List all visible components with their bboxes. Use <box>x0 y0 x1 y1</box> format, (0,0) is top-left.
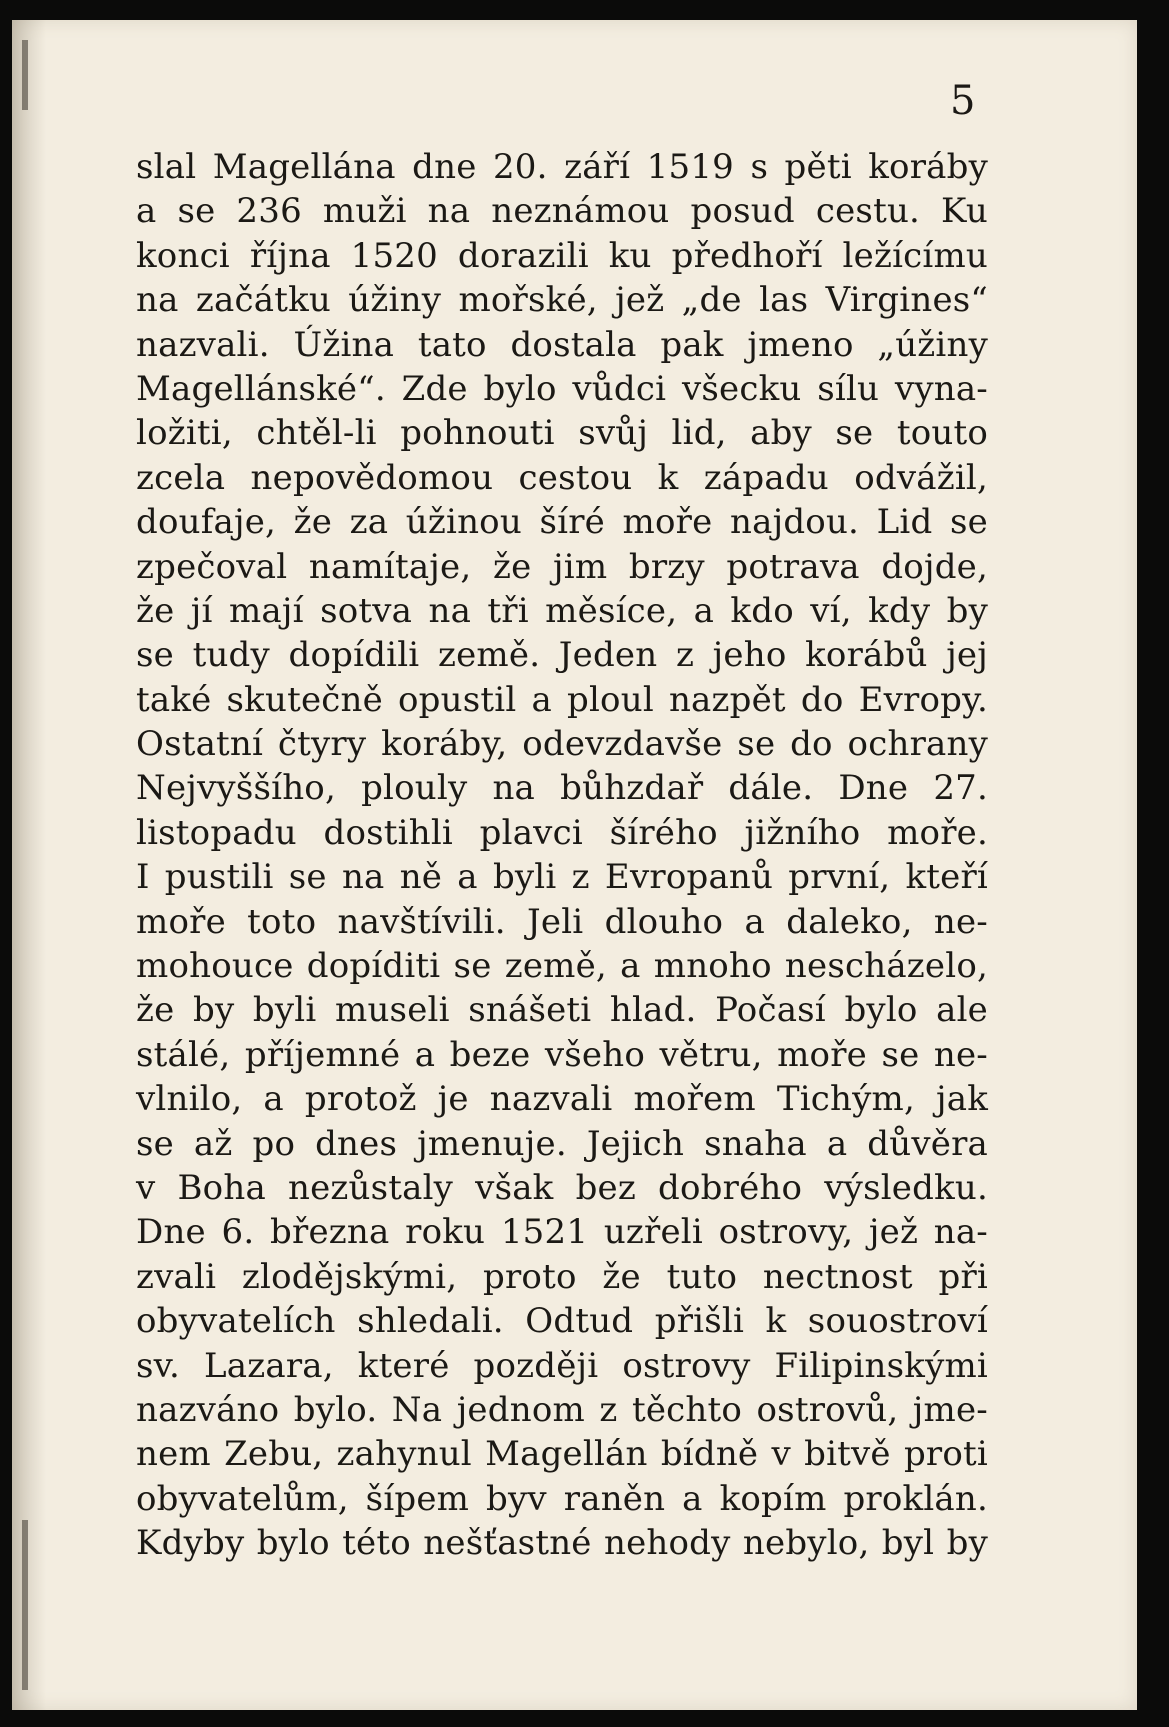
text-line: že jí mají sotva na tři měsíce, a kdo ví, kdy by <box>136 590 988 631</box>
text-line: I pustili se na ně a byli z Evropanů první, kteří <box>136 857 988 898</box>
text-line: Magellánské“. Zde bylo vůdci všecku sílu vyna- <box>136 368 988 409</box>
text-line: ložiti, chtěl-li pohnouti svůj lid, aby se touto <box>136 413 988 454</box>
text-line: moře toto navštívili. Jeli dlouho a daleko, ne- <box>136 901 988 942</box>
text-line: se až po dnes jmenuje. Jejich snaha a důvěra <box>136 1123 988 1164</box>
text-line: listopadu dostihli plavci šírého jižního moře. <box>136 812 988 853</box>
body-text <box>136 145 988 1566</box>
text-line: a se 236 muži na neznámou posud cestu. Ku <box>136 191 988 232</box>
text-line: se tudy dopídili země. Jeden z jeho korábů jej <box>136 635 988 676</box>
text-line: zcela nepovědomou cestou k západu odvážil, <box>136 457 988 498</box>
text-line: konci října 1520 dorazili ku předhoří ležícímu <box>136 235 988 276</box>
text-line: nazváno bylo. Na jednom z těchto ostrovů, jme- <box>136 1389 988 1430</box>
margin-mark <box>22 1520 28 1690</box>
text-line: stálé, příjemné a beze všeho větru, moře se ne- <box>136 1034 988 1075</box>
text-line: Ostatní čtyry koráby, odevzdavše se do ochrany <box>136 724 988 765</box>
gutter-shadow <box>12 20 46 1710</box>
text-line: obyvatelích shledali. Odtud přišli k souostroví <box>136 1301 988 1342</box>
text-line: nem Zebu, zahynul Magellán bídně v bitvě proti <box>136 1434 988 1475</box>
text-line: také skutečně opustil a ploul nazpět do Evropy. <box>136 679 988 720</box>
text-line: slal Magellána dne 20. září 1519 s pěti koráby <box>136 147 988 187</box>
text-line: sv. Lazara, které později ostrovy Filipinskými <box>136 1345 988 1386</box>
text-line: Nejvyššího, plouly na bůhzdař dále. Dne 27. <box>136 768 988 809</box>
text-line: že by byli museli snášeti hlad. Počasí bylo ale <box>136 990 988 1031</box>
text-line: doufaje, že za úžinou šíré moře najdou. Lid se <box>136 502 988 543</box>
text-line: vlnilo, a protož je nazvali mořem Tichým, jak <box>136 1079 988 1120</box>
text-line: zvali zlodějskými, proto že tuto nectnost při <box>136 1256 988 1297</box>
text-line: na začátku úžiny mořské, jež „de las Virgines“ <box>136 280 988 321</box>
text-line: nazvali. Úžina tato dostala pak jmeno „úžiny <box>136 324 988 365</box>
text-line: Dne 6. března roku 1521 uzřeli ostrovy, jež na- <box>136 1212 988 1253</box>
text-line: mohouce dopíditi se země, a mnoho nescházelo, <box>136 946 988 987</box>
text-line: v Boha nezůstaly však bez dobrého výsledku. <box>136 1167 988 1208</box>
text-line: obyvatelům, šípem byv raněn a kopím proklán. <box>136 1478 988 1519</box>
text-line: Kdyby bylo této nešťastné nehody nebylo, byl by <box>136 1523 988 1564</box>
text-line: zpečoval namítaje, že jim brzy potrava dojde, <box>136 546 988 587</box>
margin-mark <box>22 40 28 110</box>
page-number: 5 <box>950 78 976 124</box>
